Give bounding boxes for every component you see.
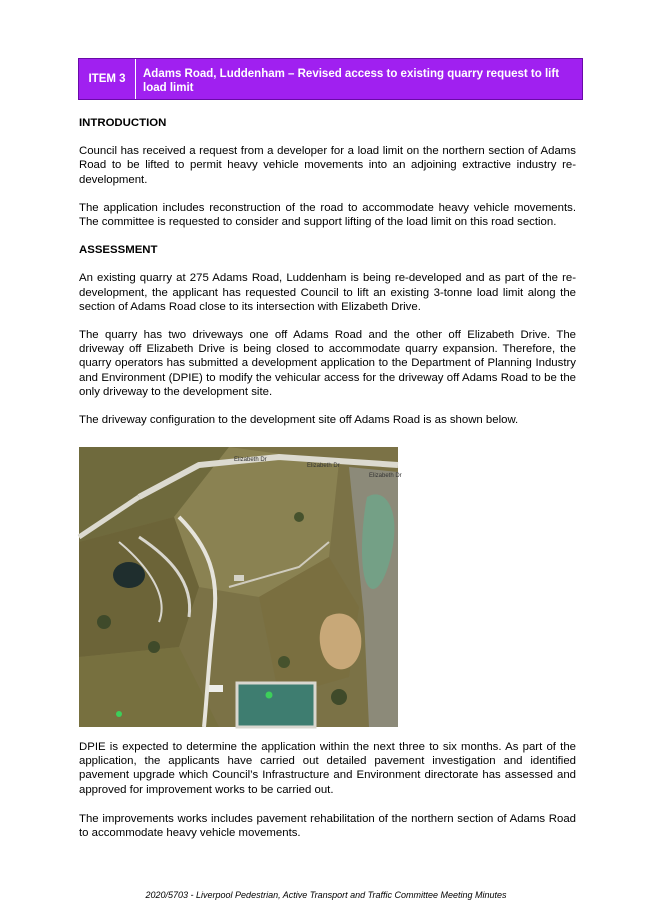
introduction-paragraph-1: Council has received a request from a developer for a load limit on the northern section of Adams Road to be lifted to permit heavy vehicle movements into an adjoining extractive industry re-development. bbox=[79, 145, 576, 186]
assessment-paragraph-1: An existing quarry at 275 Adams Road, Luddenham is being re-developed and as part of the re-development, the applicant has requested Council to lift an existing 3-tonne load limit along the section of Adams Road close to its intersection with Elizabeth Drive. bbox=[79, 272, 576, 313]
item-title: Adams Road, Luddenham – Revised access to existing quarry request to lift load limit bbox=[143, 68, 560, 94]
location-pin-icon bbox=[116, 711, 122, 717]
page-footer: 2020/5703 - Liverpool Pedestrian, Active Transport and Traffic Committee Meeting Minutes bbox=[145, 890, 507, 900]
map-road-label-1: Elizabeth Dr bbox=[234, 457, 267, 463]
introduction-paragraph-2: The application includes reconstruction of the road to accommodate heavy vehicle movements. The committee is requested to consider and support lifting of the load limit on this road section. bbox=[79, 201, 576, 229]
aerial-map-svg bbox=[79, 447, 402, 727]
item-header bbox=[78, 58, 583, 100]
item-number: ITEM 3 bbox=[79, 59, 136, 99]
map-road-label-3: Elizabeth Dr bbox=[369, 473, 402, 479]
aerial-map-image bbox=[79, 447, 402, 727]
document-body bbox=[79, 116, 576, 441]
map-road-label-2: Elizabeth Dr bbox=[307, 463, 340, 469]
assessment-paragraph-4: DPIE is expected to determine the application within the next three to six months. As part of the application, the applicants have carried out detailed pavement investigation and identified pavement upgrade which Council’s Infrastructure and Environment directorate has assessed and approved for improvement works to be carried out. bbox=[79, 741, 576, 796]
introduction-heading: INTRODUCTION bbox=[79, 117, 167, 129]
assessment-heading: ASSESSMENT bbox=[79, 244, 158, 257]
assessment-paragraph-2: The quarry has two driveways one off Adams Road and the other off Elizabeth Drive. The driveway off Elizabeth Drive is being closed to accommodate quarry expansion. Therefore, the quarry operators has submitted a development application to the Department of Planning Industry and Environment (DPIE) to modify the vehicular access for the driveway off Adams Road to be the only driveway to the development site. bbox=[79, 329, 576, 398]
assessment-paragraph-5: The improvements works includes pavement rehabilitation of the northern section of Adams Road to accommodate heavy vehicle movements. bbox=[79, 813, 576, 840]
assessment-paragraph-3: The driveway configuration to the development site off Adams Road is as shown below. bbox=[79, 414, 519, 427]
